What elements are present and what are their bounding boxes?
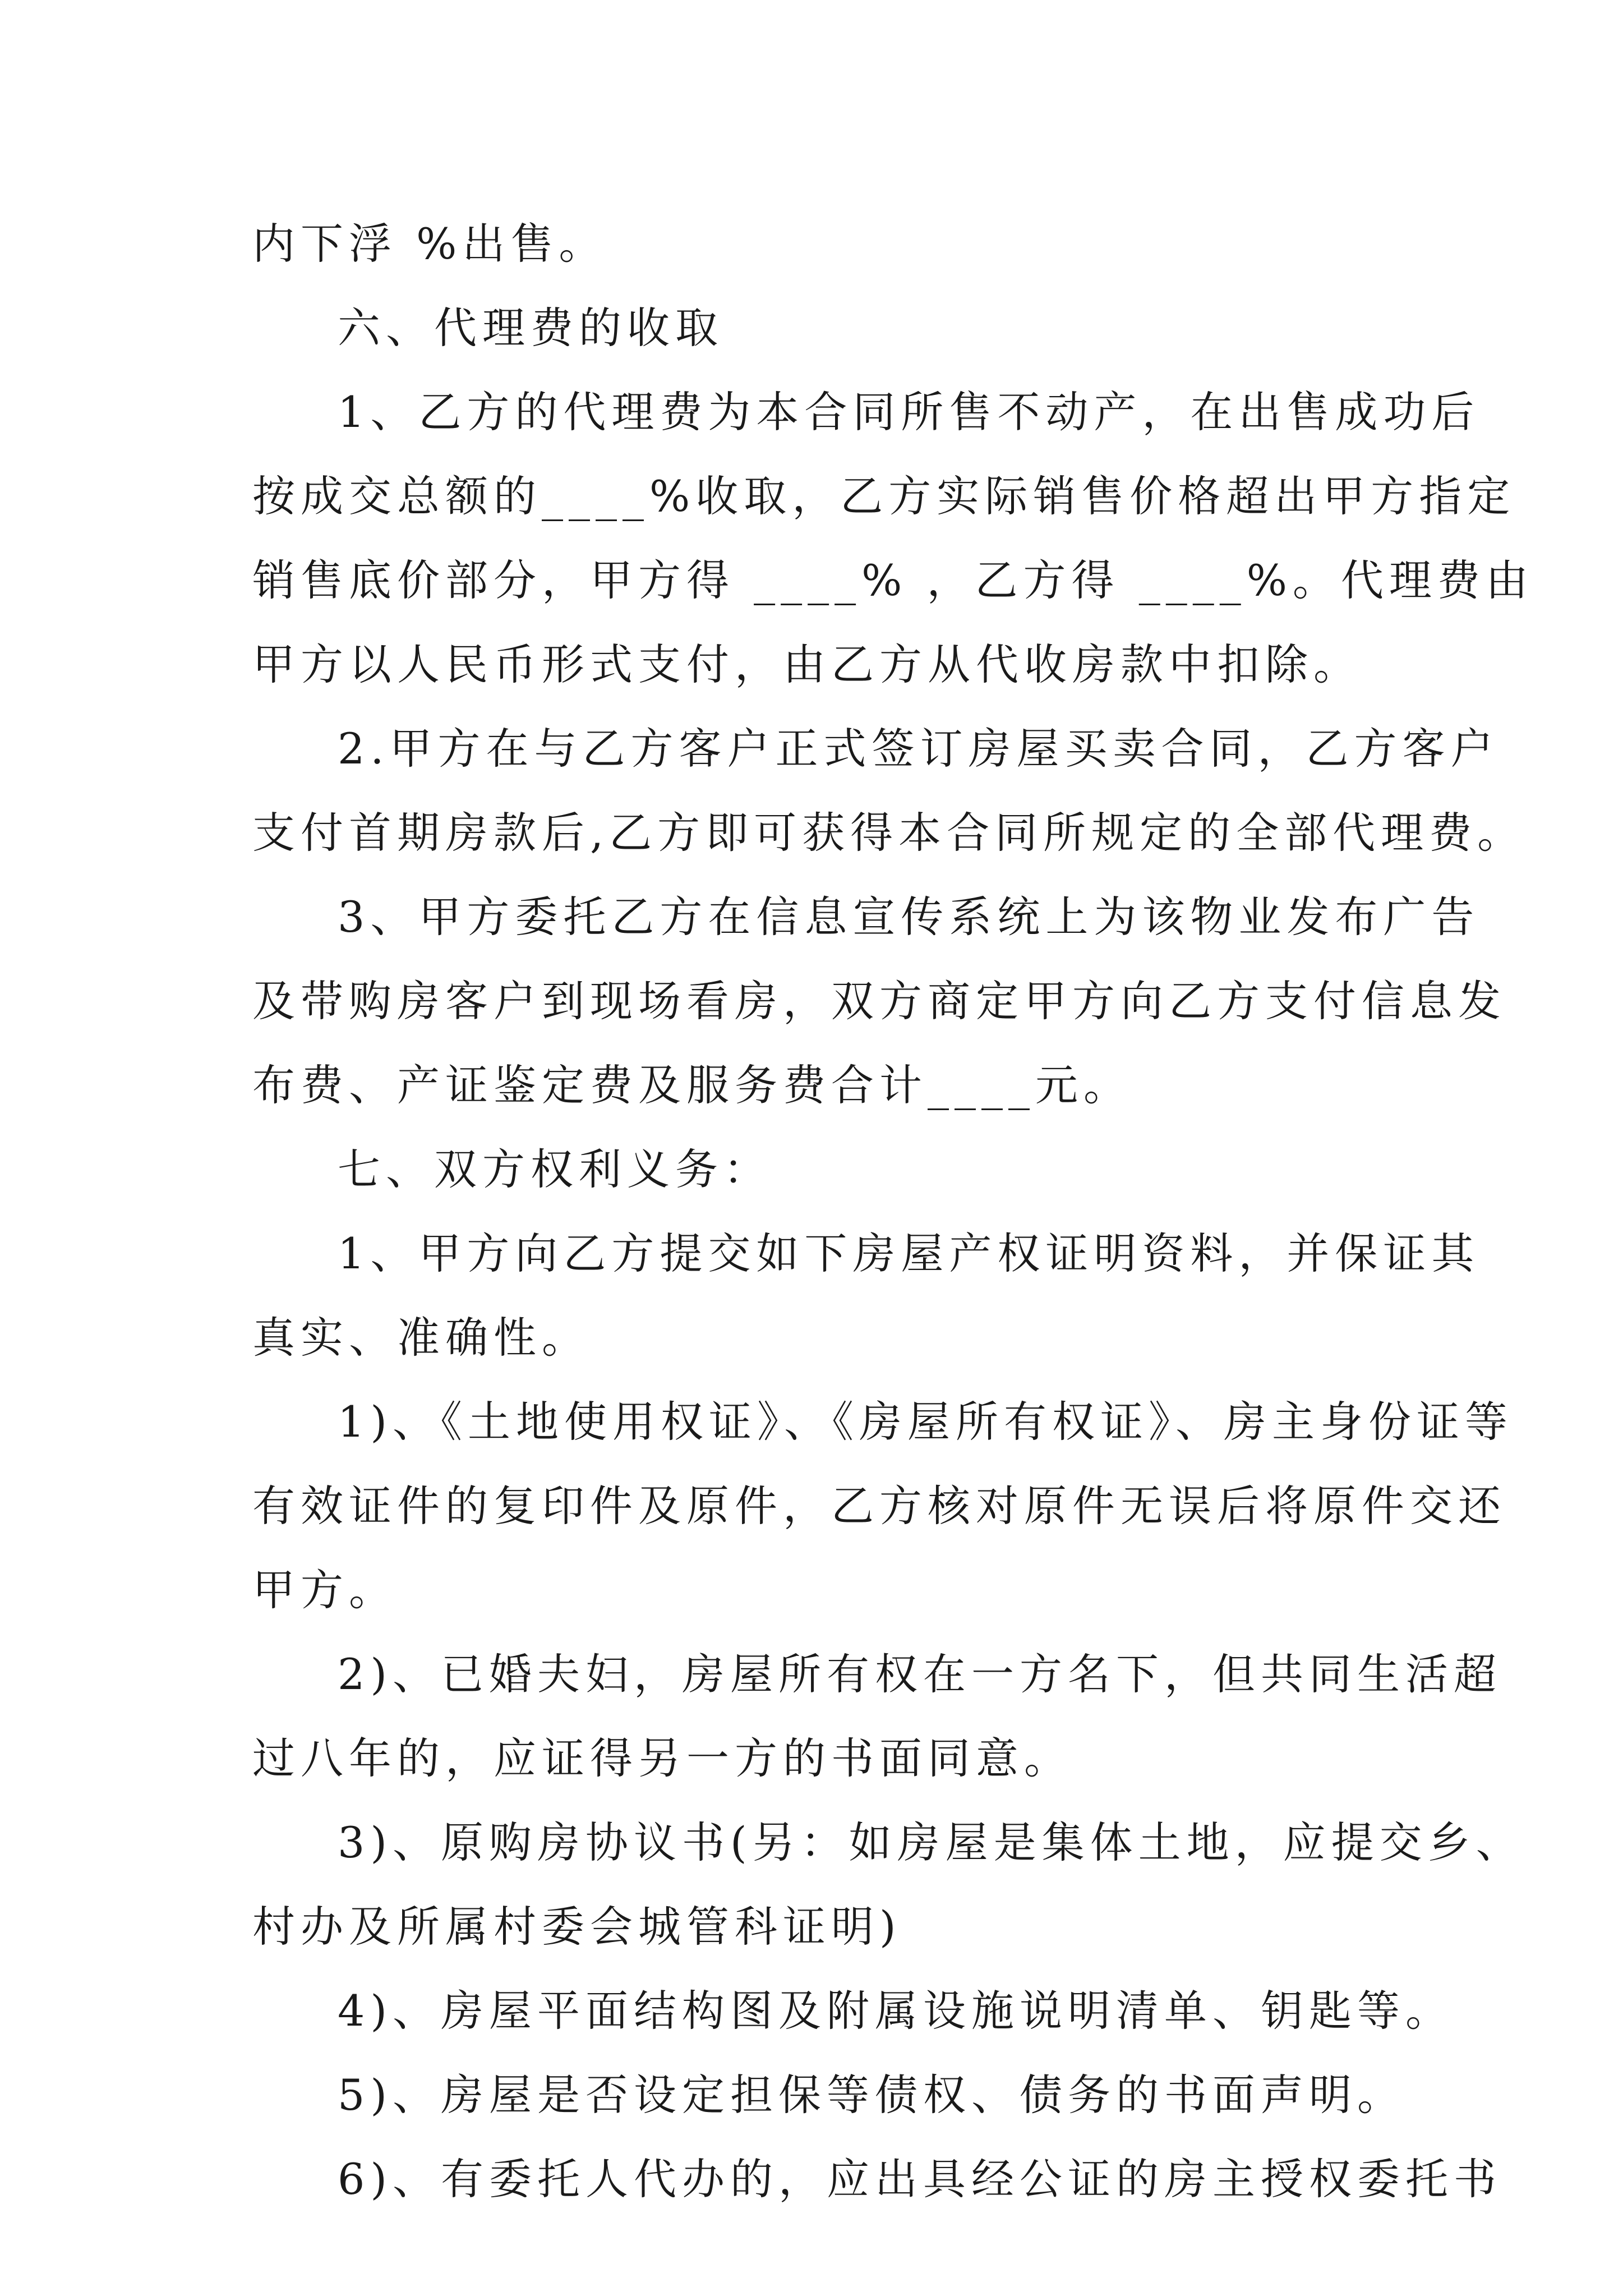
paragraph-line: 过八年的，应证得另一方的书面同意。	[252, 1733, 1072, 1783]
paragraph-line: 按成交总额的____%收取，乙方实际销售价格超出甲方指定	[252, 471, 1516, 521]
paragraph-line: 3、甲方委托乙方在信息宣传系统上为该物业发布广告	[338, 892, 1480, 942]
paragraph-line: 销售底价部分，甲方得 ____% ，乙方得 ____%。代理费由	[252, 555, 1534, 605]
paragraph-line: 甲方。	[252, 1565, 397, 1615]
paragraph-line: 3)、原购房协议书(另：如房屋是集体土地，应提交乡、	[338, 1818, 1524, 1867]
paragraph-line: 真实、准确性。	[252, 1313, 590, 1363]
paragraph-line: 2)、已婚夫妇，房屋所有权在一方名下，但共同生活超	[338, 1649, 1502, 1699]
section-heading: 七、双方权利义务：	[338, 1144, 772, 1194]
paragraph-line: 5)、房屋是否设定担保等债权、债务的书面声明。	[338, 2070, 1406, 2120]
document-body	[252, 202, 1534, 2221]
paragraph-line: 2.甲方在与乙方客户正式签订房屋买卖合同，乙方客户	[338, 724, 1499, 774]
paragraph-line: 及带购房客户到现场看房，双方商定甲方向乙方支付信息发	[252, 976, 1506, 1026]
paragraph-line: 4)、房屋平面结构图及附属设施说明清单、钥匙等。	[338, 1986, 1454, 2036]
paragraph-line: 1、乙方的代理费为本合同所售不动产，在出售成功后	[338, 387, 1480, 437]
paragraph-line: 6)、有委托人代办的，应出具经公证的房主授权委托书	[338, 2154, 1502, 2204]
paragraph-line: 1、甲方向乙方提交如下房屋产权证明资料，并保证其	[338, 1228, 1480, 1278]
section-heading: 六、代理费的收取	[338, 303, 723, 353]
paragraph-line: 布费、产证鉴定费及服务费合计____元。	[252, 1060, 1132, 1110]
paragraph-line: 有效证件的复印件及原件，乙方核对原件无误后将原件交还	[252, 1481, 1506, 1531]
paragraph-line: 内下浮 %出售。	[252, 219, 607, 269]
paragraph-line: 1)、《土地使用权证》、《房屋所有权证》、房主身份证等	[338, 1397, 1514, 1447]
paragraph-line: 支付首期房款后,乙方即可获得本合同所规定的全部代理费。	[252, 808, 1526, 858]
paragraph-line: 甲方以人民币形式支付，由乙方从代收房款中扣除。	[252, 639, 1362, 689]
paragraph-line: 村办及所属村委会城管科证明)	[252, 1902, 902, 1952]
